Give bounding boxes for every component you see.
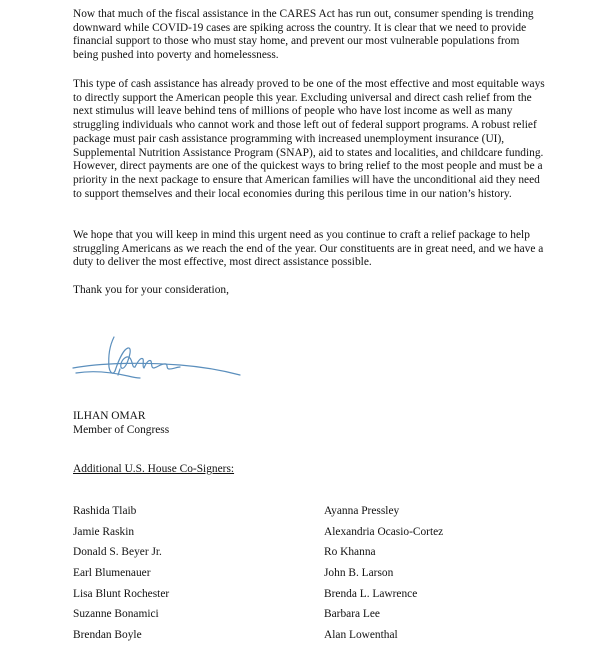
handwritten-signature: [70, 333, 245, 385]
cosigners-heading: Additional U.S. House Co-Signers:: [73, 463, 235, 475]
cosigners-right-column: [324, 504, 443, 649]
closing-line: Thank you for your consideration,: [73, 284, 229, 296]
cosigners-left-column: [73, 504, 169, 649]
cosigner-name: Brendan Boyle: [73, 629, 142, 642]
cosigner-name: Earl Blumenauer: [73, 567, 151, 580]
cosigner-name: Jamie Raskin: [73, 525, 135, 538]
signer-block: [73, 409, 169, 437]
body-paragraph-1: Now that much of the fiscal assistance in the CARES Act has run out, consumer spending is trending downward while COVID-19 cases are spiking across the country. It is clear that we need to provide financial support to those who must stay home, and prevent our most vulnerable populations from being pushed into poverty and homelessness.: [73, 8, 534, 62]
cosigner-name: Barbara Lee: [324, 608, 380, 621]
cosigner-name: Ayanna Pressley: [324, 505, 400, 517]
cosigner-name: Rashida Tlaib: [73, 505, 137, 517]
cosigner-name: Lisa Blunt Rochester: [73, 587, 170, 600]
signer-title: Member of Congress: [73, 424, 170, 436]
cosigner-name: Alan Lowenthal: [324, 629, 398, 642]
cosigner-name: Suzanne Bonamici: [73, 608, 159, 621]
cosigner-name: Donald S. Beyer Jr.: [73, 546, 162, 559]
cosigner-name: Ro Khanna: [324, 546, 376, 559]
signer-name: ILHAN OMAR: [73, 410, 146, 422]
cosigner-name: Alexandria Ocasio-Cortez: [324, 525, 444, 538]
cosigner-name: Brenda L. Lawrence: [324, 587, 418, 600]
body-paragraph-3: We hope that you will keep in mind this urgent need as you continue to craft a relief package to help struggling Americans as we reach the end of the year. Our constituents are in great need, and we have a duty to deliver the most effective, most direct assistance possible.: [73, 229, 544, 269]
cosigner-name: John B. Larson: [324, 567, 394, 580]
body-paragraph-2: This type of cash assistance has already proved to be one of the most effective and most equitable ways to directly support the American people this year. Excluding universal and direct cash relief from the next stimulus will leave behind tens of millions of people who have lost income as well as many struggling individuals who cannot work and those left out of federal support programs. A robust relief package must pair cash assistance programming with increased unemployment insurance (UI), Supplemental Nutrition Assistance Program (SNAP), aid to states and localities, and childcare funding. However, direct payments are one of the quickest ways to bring relief to the most people and must be a priority in the next package to ensure that American families will have the unconditional aid they need to support themselves and their local economies during this perilous time in our nation’s history.: [73, 78, 545, 200]
